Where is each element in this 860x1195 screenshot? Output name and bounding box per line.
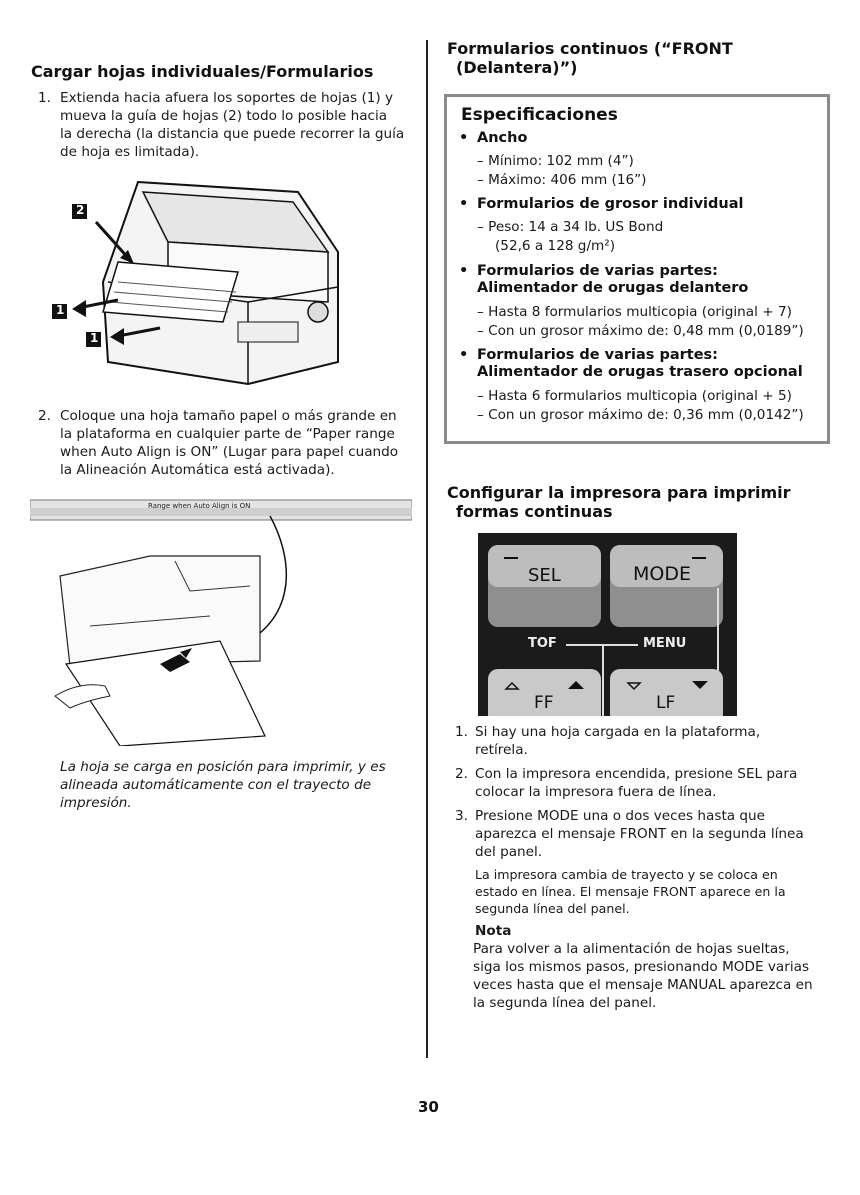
bullet-label-cont: Alimentador de orugas trasero opcional [477, 364, 803, 380]
sel-key-label: SEL [528, 565, 561, 586]
config-step-line: Con la impresora encendida, presione SEL para [475, 766, 798, 782]
bullet-label-cont: Alimentador de orugas delantero [477, 280, 749, 296]
spec-item: – Con un grosor máximo de: 0,36 mm (0,0142”) [477, 407, 804, 423]
step3-note-line: La impresora cambia de trayecto y se coloca en [475, 867, 778, 882]
page-number: 30 [418, 1098, 439, 1116]
callout-label: 1 [56, 303, 65, 317]
lf-key-label: LF [656, 693, 676, 713]
config-step-line: Presione MODE una o dos veces hasta que [475, 808, 766, 824]
config-step-line: retírela. [475, 742, 528, 758]
spec-item: (52,6 a 128 g/m²) [495, 238, 616, 254]
spec-item: – Con un grosor máximo de: 0,48 mm (0,0189”) [477, 323, 804, 339]
bullet-label: Ancho [477, 130, 528, 146]
control-panel-photo [478, 533, 737, 716]
step1-line: mueva la guía de hojas (2) todo lo posible hacia [60, 108, 388, 124]
spec-bullet-rear-tractor: • Formularios de varias partes: [459, 347, 718, 363]
spec-item: – Máximo: 406 mm (16”) [477, 172, 647, 188]
step3-note-line: segunda línea del panel. [475, 901, 630, 916]
step2-line: when Auto Align is ON” (Lugar para papel cuando [60, 444, 399, 460]
bullet-label: Formularios de grosor individual [477, 196, 744, 212]
nota-line: veces hasta que el mensaje MANUAL aparezca en [473, 977, 813, 993]
step2-line: la plataforma en cualquier parte de “Paper range [60, 426, 395, 442]
caption-line: La hoja se carga en posición para imprimir, y es [60, 759, 386, 775]
spec-bullet-width: • Ancho [459, 130, 528, 146]
nota-line: la segunda línea del panel. [473, 995, 657, 1011]
spec-item: – Hasta 8 formularios multicopia (original + 7) [477, 304, 792, 320]
step1-line: de hoja es limitada). [60, 144, 200, 160]
paper-range-label: Range when Auto Align is ON [148, 502, 251, 510]
config-heading: Configurar la impresora para imprimir [447, 483, 791, 502]
config-heading-cont: formas continuas [456, 502, 613, 521]
figure-caption [60, 758, 410, 812]
column-divider [426, 40, 428, 1058]
spec-item: – Hasta 6 formularios multicopia (original + 5) [477, 388, 792, 404]
spec-bullet-front-tractor: • Formularios de varias partes: [459, 263, 718, 279]
step-number: 3. [455, 808, 468, 824]
step-number: 2. [455, 766, 468, 782]
step2-line: la Alineación Automática está activada). [60, 462, 335, 478]
step1-line: Extienda hacia afuera los soportes de hojas (1) y [60, 90, 394, 106]
ff-key-label: FF [534, 693, 554, 713]
nota-line: Para volver a la alimentación de hojas sueltas, [473, 941, 790, 957]
caption-line: impresión. [60, 795, 132, 811]
menu-label: MENU [643, 636, 687, 651]
config-step-line: aparezca el mensaje FRONT en la segunda línea [475, 826, 804, 842]
step2-line: Coloque una hoja tamaño papel o más grande en [60, 408, 397, 424]
section-heading-single-sheets: Cargar hojas individuales/Formularios [31, 62, 374, 81]
step1-line: la derecha (la distancia que puede recorrer la guía [60, 126, 405, 142]
config-step-line: colocar la impresora fuera de línea. [475, 784, 717, 800]
paper-feed-illustration [30, 496, 412, 746]
step3-note-line: estado en línea. El mensaje FRONT aparece en la [475, 884, 786, 899]
nota-line: siga los mismos pasos, presionando MODE varias [473, 959, 810, 975]
specifications-title: Especificaciones [461, 105, 618, 125]
step-number: 1. [38, 90, 51, 106]
nota-title: Nota [475, 923, 512, 939]
callout-label: 2 [76, 203, 85, 217]
spec-bullet-single: • Formularios de grosor individual [459, 196, 744, 212]
step-number: 1. [455, 724, 468, 740]
caption-line: alineada automáticamente con el trayecto de [60, 777, 372, 793]
callout-label: 1 [90, 331, 99, 345]
config-step-line: Si hay una hoja cargada en la plataforma, [475, 724, 761, 740]
bullet-label: Formularios de varias partes: [477, 347, 718, 363]
spec-item: – Peso: 14 a 34 lb. US Bond [477, 219, 664, 235]
specifications-box [444, 94, 830, 444]
section-heading-continuous-cont: (Delantera)”) [456, 58, 578, 77]
printer-illustration [48, 172, 350, 388]
spec-item: – Mínimo: 102 mm (4”) [477, 153, 634, 169]
bullet-label: Formularios de varias partes: [477, 263, 718, 279]
tof-label: TOF [528, 636, 557, 651]
mode-key-label: MODE [633, 563, 691, 585]
step-number: 2. [38, 408, 51, 424]
config-step-line: del panel. [475, 844, 543, 860]
section-heading-continuous: Formularios continuos (“FRONT [447, 39, 733, 58]
